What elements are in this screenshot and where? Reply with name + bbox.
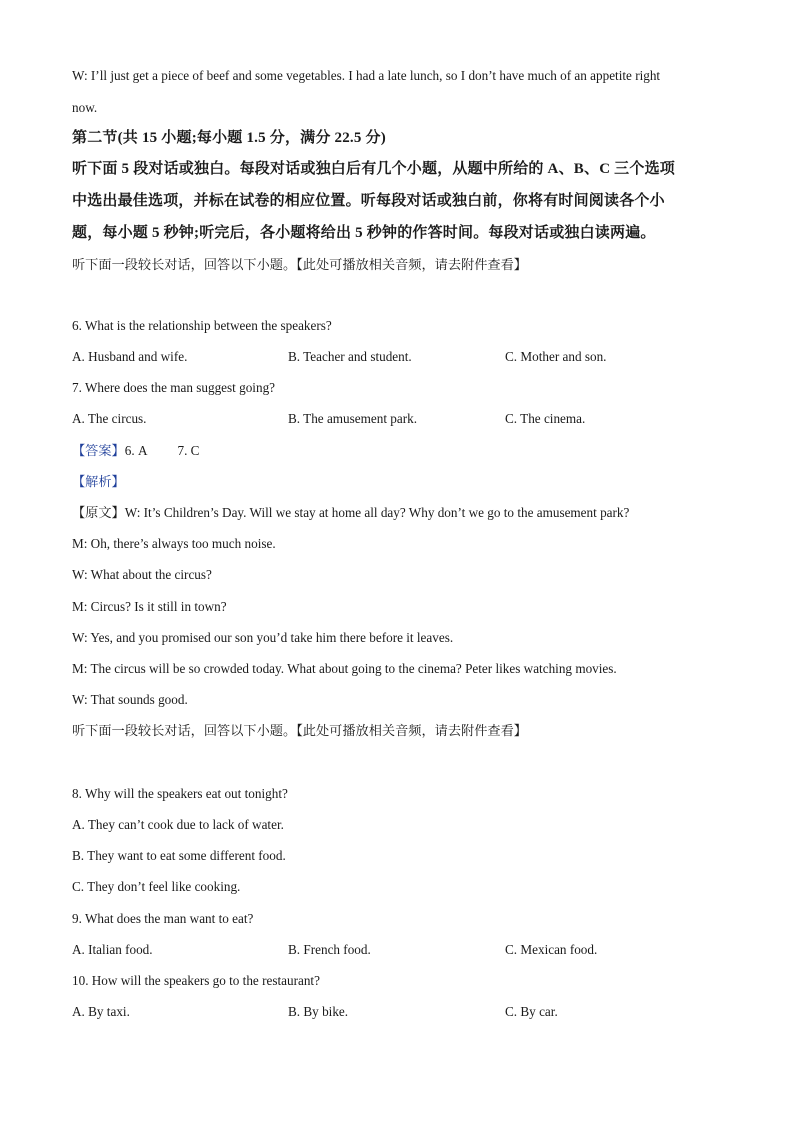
question-stem: 10. How will the speakers go to the restaurant?	[72, 973, 320, 988]
transcript-line: M: Oh, there’s always too much noise.	[72, 536, 276, 551]
option-c: C. By car.	[505, 1004, 558, 1019]
option-b: B. The amusement park.	[288, 411, 418, 426]
dialogue-line: W: I’ll just get a piece of beef and some vegetables. I had a late lunch, so I don’t have much of an appetite right	[72, 68, 661, 83]
option-b: B. French food.	[288, 942, 371, 957]
option-b: B. They want to eat some different food.	[72, 848, 286, 863]
option-c: C. The cinema.	[505, 411, 586, 426]
answer-value: 6. A	[124, 443, 148, 458]
transcript-line: W: Yes, and you promised our son you’d take him there before it leaves.	[72, 630, 454, 645]
transcript-line: W: That sounds good.	[72, 692, 188, 707]
option-a: A. The circus.	[72, 411, 147, 426]
question-stem: 6. What is the relationship between the speakers?	[72, 318, 332, 333]
answer-line	[72, 442, 199, 460]
question-stem: 9. What does the man want to eat?	[72, 911, 254, 926]
dialogue-line: now.	[72, 100, 98, 115]
listening-prompt: 听下面一段较长对话，回答以下小题。【此处可播放相关音频，请去附件查看】	[72, 723, 527, 738]
section-title: 第二节(共 15 小题;每小题 1.5 分，满分 22.5 分)	[72, 130, 386, 146]
transcript-line: M: The circus will be so crowded today. What about going to the cinema? Peter likes watching movies.	[72, 661, 617, 676]
analysis-tag: 【解析】	[72, 474, 125, 489]
option-a: A. By taxi.	[72, 1004, 130, 1019]
option-b: B. Teacher and student.	[288, 349, 412, 364]
option-c: C. Mexican food.	[505, 942, 598, 957]
transcript-line	[72, 504, 629, 522]
option-a: A. They can’t cook due to lack of water.	[72, 817, 284, 832]
section-instruction: 听下面 5 段对话或独白。每段对话或独白后有几个小题，从题中所给的 A、B、C 三个选项	[72, 161, 675, 177]
transcript-text: W: It’s Children’s Day. Will we stay at home all day? Why don’t we go to the amusement park?	[124, 505, 630, 520]
answer-tag: 【答案】	[72, 443, 125, 458]
transcript-line: W: What about the circus?	[72, 567, 212, 582]
option-c: C. Mother and son.	[505, 349, 607, 364]
option-b: B. By bike.	[288, 1004, 349, 1019]
original-tag: 【原文】	[72, 505, 125, 520]
option-a: A. Italian food.	[72, 942, 153, 957]
section-instruction: 题，每小题 5 秒钟;听完后，各小题将给出 5 秒钟的作答时间。每段对话或独白读两遍。	[72, 225, 656, 241]
question-stem: 8. Why will the speakers eat out tonight?	[72, 786, 288, 801]
analysis-line	[72, 473, 125, 491]
option-c: C. They don’t feel like cooking.	[72, 879, 241, 894]
option-a: A. Husband and wife.	[72, 349, 188, 364]
transcript-line: M: Circus? Is it still in town?	[72, 599, 227, 614]
question-stem: 7. Where does the man suggest going?	[72, 380, 276, 395]
listening-prompt: 听下面一段较长对话，回答以下小题。【此处可播放相关音频，请去附件查看】	[72, 257, 527, 272]
answer-value: 7. C	[177, 443, 200, 458]
section-instruction: 中选出最佳选项，并标在试卷的相应位置。听每段对话或独白前，你将有时间阅读各个小	[72, 193, 665, 209]
